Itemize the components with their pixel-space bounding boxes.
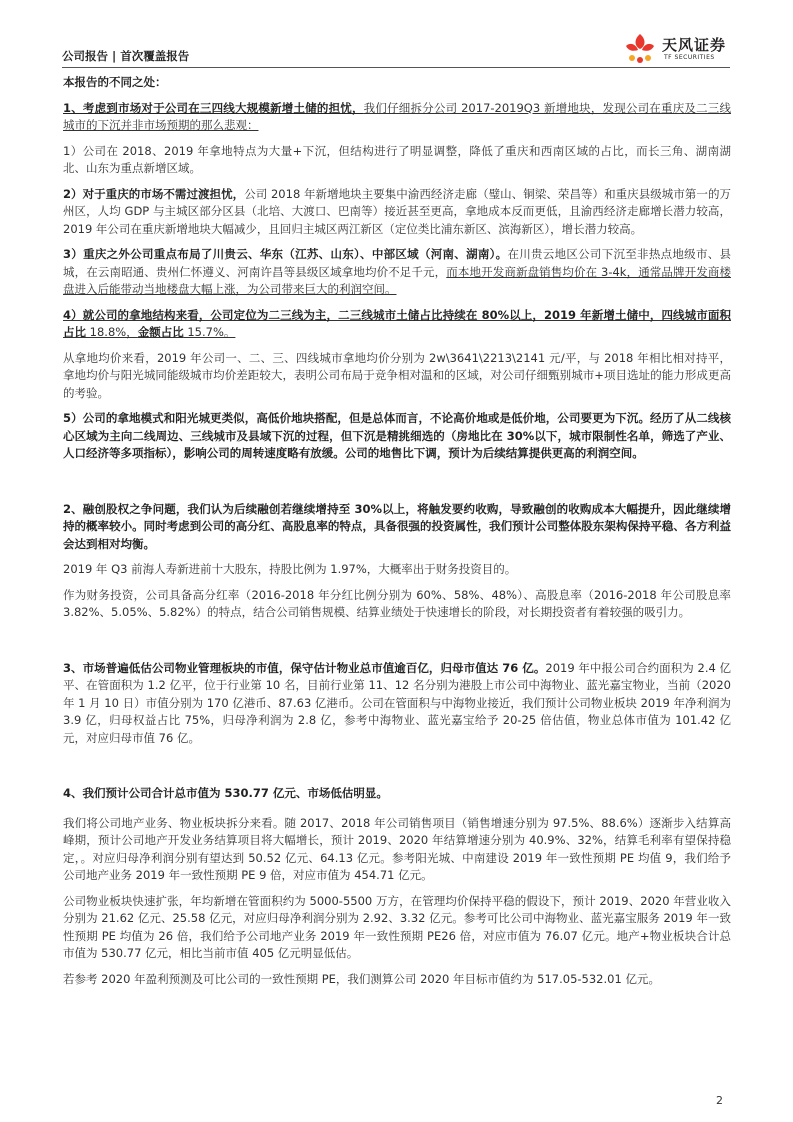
header-divider <box>62 67 730 68</box>
tf-logo-mark-icon <box>622 30 658 66</box>
paragraph <box>63 246 731 299</box>
paragraph: 我们将公司地产业务、物业板块拆分来看。随 2017、2018 年公司销售项目（销售增速分别为 97.5%、88.6%）逐渐步入结算高峰期，预计公司地产开发业务结算项目将大幅增长，预计 2019、2020 年结算增速分别为 40.9%、32%，结算毛利率有望保持稳定，。对应归母净利润分别有望达到 50.52 亿元、64.13 亿元。参考阳光城、中南建设 2019 年一致性预期 PE 均值 9，我们给予公司地产业务 2019 年一致性预期 PE 9 倍，对应市值为 454.71 亿元。 <box>63 815 731 882</box>
point-3-text: 2019 年中报公司合约面积为 2.4 亿平、在管面积为 1.2 亿平，位于行业第 10 名，目前行业第 11、12 名分别为港股上市公司中海物业、蓝光嘉宝物业，当前（2020 年 1 月 10 日）市值分别为 170 亿港币、87.63 亿港币。公司在管面积与中海物业接近，我们预计公司物业板块 2019 年净利润为 3.9 亿，归母权益占比 75%，归母净利润为 2.8 亿，参考中海物业、蓝光嘉宝给予 20-25 倍估值，物业总体市值为 101.42 亿元，对应归母市值 76 亿。 <box>63 660 731 745</box>
paragraph-text: 在川贵云地区公司下沉至非热点地级市、县城，在云南昭通、贵州仁怀遵义、河南许昌等县级区域拿地均价不足千元， <box>63 247 732 279</box>
paragraph: 1）公司在 2018、2019 年拿地特点为大量+下沉，但结构进行了明显调整，降低了重庆和西南区域的占比，而长三角、湖南湖北、山东为重点新增区域。 <box>63 143 731 175</box>
point-3-lead: 3、市场普遍低估公司物业管理板块的市值，保守估计物业总市值逾百亿，归母市值达 76 亿。 <box>63 660 546 675</box>
logo-subtitle: TF SECURITIES <box>664 54 715 61</box>
paragraph-value: 15.7%。 <box>183 325 236 339</box>
paragraph-lead: 2）对于重庆的市场不需过渡担忧， <box>63 186 245 201</box>
paragraph: 作为财务投资，公司具备高分红率（2016-2018 年分红比例分别为 60%、58%、48%）、高股息率（2016-2018 年公司股息率 3.82%、5.05%、5.82%）的特点，结合公司销售规模、结算业绩处于快速增长的阶段，对长期投资者有着较强的吸引力。 <box>63 587 731 619</box>
paragraph-lead: 金额占比 <box>137 325 184 339</box>
point-1 <box>63 100 731 135</box>
paragraph <box>63 307 731 342</box>
section-heading: 本报告的不同之处： <box>63 75 167 89</box>
paragraph: 从拿地均价来看，2019 年公司一、二、三、四线城市拿地均价分别为 2w\3641\2213\2141 元/平，与 2018 年相比相对持平，拿地均价与阳光城同能级城市均价差距较大，表明公司布局于竞争相对温和的区域，对公司仔细甄别城市+项目选址的能力形成更高的考验。 <box>63 350 731 400</box>
paragraph-text-underlined: 而本地开发商新盘销售均价在 3-4k，通常品牌开发商楼盘进入后能带动当地楼盘大幅上涨，为公司带来巨大的利润空间。 <box>63 264 731 296</box>
paragraph <box>63 186 731 239</box>
paragraph-text: 公司 2018 年新增地块主要集中渝西经济走廊（璧山、铜梁、荣昌等）和重庆县级城市第一的万州区，人均 GDP 与主城区部分区县（北培、大渡口、巴南等）接近甚至更高，拿地成本反而更低，且渝西经济走廊增长潜力较高，2019 年公司在重庆新增地块大幅减少，且回归主城区两江新区（定位类比浦东新区、滨海新区），增长潜力较高。 <box>63 186 732 236</box>
paragraph: 5）公司的拿地模式和阳光城更类似，高低价地块搭配，但是总体而言，不论高价地或是低价地，公司要更为下沉。经历了从二线核心区域为主向二线周边、三线城市及县域下沉的过程，但下沉是精挑细选的（房地比在 30%以下，城市限制性名单，筛选了产业、人口经济等多项指标），影响公司的周转速度略有放缓。公司的地售比下调，预计为后续结算提供更高的利润空间。 <box>63 411 731 460</box>
point-2: 2、融创股权之争问题，我们认为后续融创若继续增持至 30%以上，将触发要约收购，导致融创的收购成本大幅提升，因此继续增持的概率较小。同时考虑到公司的高分红、高股息率的特点，具备很强的投资属性，我们预计公司整体股东架构保持平稳、各方利益会达到相对均衡。 <box>63 501 731 551</box>
report-body <box>63 74 731 996</box>
point-4: 4、我们预计公司合计总市值为 530.77 亿元、市场低估明显。 <box>63 786 388 800</box>
paragraph-lead: 3）重庆之外公司重点布局了川贵云、华东（江苏、山东）、中部区域（河南、湖南）。 <box>63 247 508 261</box>
paragraph: 公司物业板块快速扩张，年均新增在管面积约为 5000-5500 万方，在管理均价保持平稳的假设下，预计 2019、2020 年营业收入分别为 21.62 亿元、25.58 亿元，对应归母净利润分别为 2.92、3.32 亿元。参考可比公司中海物业、蓝光嘉宝服务 2019 年一致性预期 PE 均值为 26 倍，我们给予公司地产业务 2019 年一致性预期 PE26 倍，对应市值为 76.07 亿元。地产+物业板块合计总市值为 530.77 亿元，相比当前市值 405 亿元明显低估。 <box>63 893 731 960</box>
page-number: 2 <box>716 1094 723 1107</box>
paragraph-value: 18.8%， <box>86 325 138 339</box>
report-type-header: 公司报告 | 首次覆盖报告 <box>62 49 190 63</box>
paragraph: 若参考 2020 年盈利预测及可比公司的一致性预期 PE，我们测算公司 2020 年目标市值约为 517.05-532.01 亿元。 <box>63 971 660 986</box>
point-1-lead: 1、考虑到市场对于公司在三四线大规模新增土储的担忧， <box>63 100 364 115</box>
logo-name: 天风证券 <box>662 36 727 54</box>
paragraph: 2019 年 Q3 前海人寿新进前十大股东，持股比例为 1.97%，大概率出于财务投资目的。 <box>63 562 517 576</box>
paragraph-lead: 4）就公司的拿地结构来看，公司定位为二三线为主，二三线城市土储占比持续在 80%以上，2019 年新增土储中，四线城市面积占比 <box>63 307 731 339</box>
point-3 <box>63 660 731 748</box>
point-1-text: 我们仔细拆分公司 2017-2019Q3 新增地块，发现公司在重庆及二三线城市的下沉并非市场预期的那么悲观： <box>63 100 732 132</box>
tf-securities-logo <box>622 30 734 66</box>
